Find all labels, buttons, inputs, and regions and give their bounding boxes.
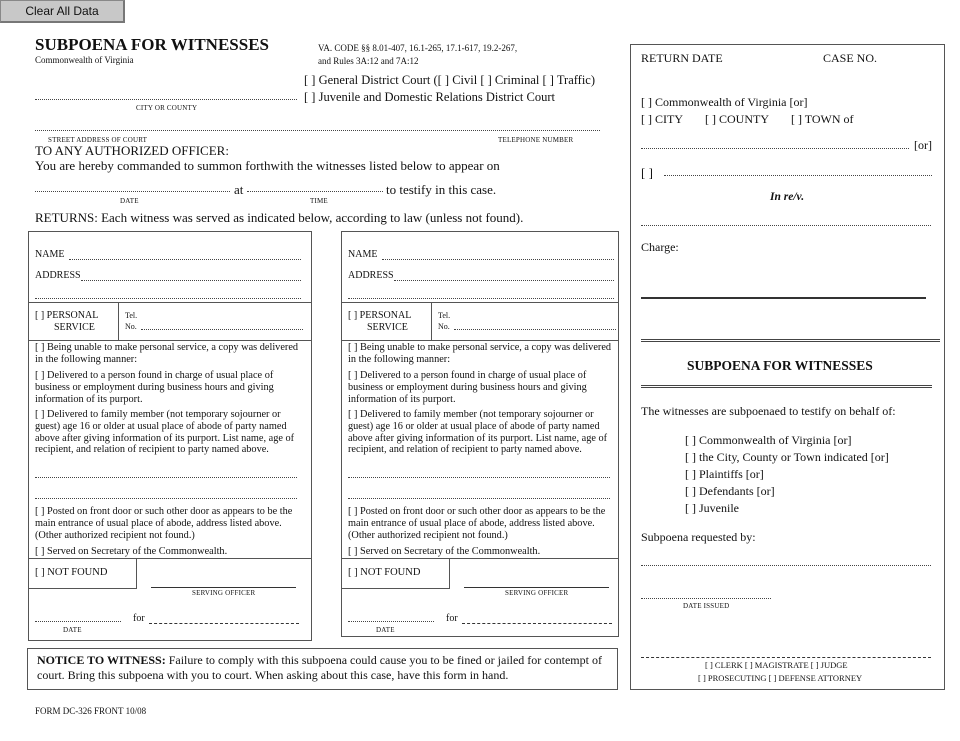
- county-checkbox[interactable]: [ ] COUNTY: [705, 112, 769, 126]
- personal-service-checkbox[interactable]: [ ] PERSONAL: [348, 310, 412, 321]
- form-title: SUBPOENA FOR WITNESSES: [35, 35, 269, 54]
- unable-checkbox[interactable]: [ ] Being unable to make personal service, a copy was delivered in the following manner:: [348, 342, 612, 365]
- city-checkbox[interactable]: [ ] CITY: [641, 112, 683, 126]
- date-issued-label: DATE ISSUED: [683, 602, 730, 610]
- serving-officer-field[interactable]: [151, 587, 296, 588]
- address-label: ADDRESS: [35, 270, 81, 281]
- role-checkboxes-2[interactable]: [ ] PROSECUTING [ ] DEFENSE ATTORNEY: [698, 673, 863, 683]
- not-found-checkbox[interactable]: [ ] NOT FOUND: [348, 567, 421, 578]
- role-checkboxes-1[interactable]: [ ] CLERK [ ] MAGISTRATE [ ] JUDGE: [705, 660, 848, 670]
- business-checkbox[interactable]: [ ] Delivered to a person found in charge of usual place of business or employment during business hours and giving information of its purport.: [348, 370, 587, 405]
- recipient-field[interactable]: [348, 477, 610, 478]
- date-label: DATE: [63, 626, 82, 634]
- date-label: DATE: [376, 626, 395, 634]
- name-label: NAME: [348, 249, 378, 260]
- return-date-label: RETURN DATE: [641, 51, 723, 65]
- behalf-plaintiffs-checkbox[interactable]: [ ] Plaintiffs [or]: [685, 467, 764, 481]
- no-label: No.: [125, 322, 137, 331]
- tel-field[interactable]: [141, 329, 303, 330]
- for-field[interactable]: [462, 623, 612, 624]
- recipient-field-2[interactable]: [348, 498, 610, 499]
- behalf-defendants-checkbox[interactable]: [ ] Defendants [or]: [685, 484, 775, 498]
- notice-box: [27, 648, 618, 690]
- juvenile-court-checkbox[interactable]: [ ] Juvenile and Domestic Relations District Court: [304, 90, 555, 104]
- va-code: VA. CODE §§ 8.01-407, 16.1-265, 17.1-617, 19.2-267,: [318, 43, 518, 53]
- notice-text: [37, 653, 612, 683]
- unable-checkbox[interactable]: [ ] Being unable to make personal service, a copy was delivered in the following manner:: [35, 342, 299, 365]
- case-no-label: CASE NO.: [823, 51, 878, 65]
- signature-field[interactable]: [641, 657, 931, 658]
- requested-by-field[interactable]: [641, 565, 931, 566]
- family-checkbox[interactable]: [ ] Delivered to family member (not temporary sojourner or guest) age 16 or older at usual place of abode of party named above after giving information of its purport. List name, age of recipient, and relation of recipient to party named above.: [348, 409, 608, 456]
- date-issued-field[interactable]: [641, 598, 771, 599]
- address-field[interactable]: [394, 280, 614, 281]
- serving-officer-label: SERVING OFFICER: [192, 589, 256, 597]
- form-id: FORM DC-326 FRONT 10/08: [35, 706, 147, 716]
- city-county-label: CITY OR COUNTY: [136, 104, 198, 112]
- tel-field[interactable]: [454, 329, 616, 330]
- address-label: ADDRESS: [348, 270, 394, 281]
- personal-service-checkbox[interactable]: [ ] PERSONAL: [35, 310, 99, 321]
- town-checkbox[interactable]: [ ] TOWN of: [791, 112, 854, 126]
- posted-checkbox[interactable]: [ ] Posted on front door or such other door as appears to be the main entrance of usual place of abode, address listed above. (Other authorized recipient not found.): [348, 506, 606, 541]
- serving-officer-label: SERVING OFFICER: [505, 589, 569, 597]
- date-field[interactable]: [348, 621, 434, 622]
- behalf-commonwealth-checkbox[interactable]: [ ] Commonwealth of Virginia [or]: [685, 433, 852, 447]
- witness-return-box: [28, 231, 312, 641]
- no-label: No.: [438, 322, 450, 331]
- telephone-label: TELEPHONE NUMBER: [498, 136, 574, 144]
- serving-officer-field[interactable]: [464, 587, 609, 588]
- for-field[interactable]: [149, 623, 299, 624]
- va-rules: and Rules 3A:12 and 7A:12: [318, 56, 419, 66]
- for-label: for: [133, 613, 145, 624]
- at-label: at: [234, 182, 244, 197]
- recipient-field-2[interactable]: [35, 498, 297, 499]
- appear-date-field[interactable]: [35, 191, 230, 192]
- date-field[interactable]: [35, 621, 121, 622]
- witness-return-box: [341, 231, 619, 637]
- appear-time-field[interactable]: [247, 191, 383, 192]
- notice-body: Failure to comply with this subpoena could cause you to be fined or jailed for contempt of court. Bring this subpoena with you to court. When asking about this case, have this form in hand.: [37, 653, 602, 682]
- behalf-text: The witnesses are subpoenaed to testify on behalf of:: [641, 404, 896, 418]
- clear-all-data-button[interactable]: Clear All Data: [0, 0, 125, 23]
- charge-field[interactable]: [641, 297, 926, 299]
- notice-label: NOTICE TO WITNESS:: [37, 653, 166, 667]
- requested-by-label: Subpoena requested by:: [641, 530, 756, 544]
- street-address-field[interactable]: [35, 130, 600, 131]
- behalf-juvenile-checkbox[interactable]: [ ] Juvenile: [685, 501, 739, 515]
- commonwealth-checkbox[interactable]: [ ] Commonwealth of Virginia [or]: [641, 95, 808, 109]
- not-found-checkbox[interactable]: [ ] NOT FOUND: [35, 567, 108, 578]
- or-label: [or]: [914, 138, 932, 152]
- date-label: DATE: [120, 197, 139, 205]
- name-field[interactable]: [69, 259, 301, 260]
- other-field[interactable]: [664, 175, 932, 176]
- street-address-label: STREET ADDRESS OF COURT: [48, 136, 148, 144]
- general-district-court-checkbox[interactable]: [ ] General District Court ([ ] Civil [ ] Criminal [ ] Traffic): [304, 73, 596, 87]
- recipient-field[interactable]: [35, 477, 297, 478]
- for-label: for: [446, 613, 458, 624]
- command-text: You are hereby commanded to summon forthwith the witnesses listed below to appear on: [35, 158, 500, 173]
- tel-label: Tel.: [438, 311, 451, 320]
- testify-text: to testify in this case.: [386, 182, 497, 197]
- side-title: SUBPOENA FOR WITNESSES: [687, 358, 873, 373]
- address-field-2[interactable]: [35, 298, 301, 299]
- secretary-checkbox[interactable]: [ ] Served on Secretary of the Commonwealth.: [35, 546, 228, 557]
- form-subtitle: Commonwealth of Virginia: [35, 55, 134, 65]
- family-checkbox[interactable]: [ ] Delivered to family member (not temporary sojourner or guest) age 16 or older at usual place of abode of party named above after giving information of its purport. List name, age of recipient, and relation of recipient to party named above.: [35, 409, 295, 456]
- business-checkbox[interactable]: [ ] Delivered to a person found in charge of usual place of business or employment during business hours and giving information of its purport.: [35, 370, 274, 405]
- in-re-label: In re/v.: [770, 191, 805, 203]
- side-panel: [630, 44, 945, 690]
- tel-label: Tel.: [125, 311, 138, 320]
- officer-heading: TO ANY AUTHORIZED OFFICER:: [35, 143, 229, 158]
- city-county-field[interactable]: [35, 99, 297, 100]
- time-label: TIME: [310, 197, 328, 205]
- name-field[interactable]: [382, 259, 614, 260]
- address-field[interactable]: [81, 280, 301, 281]
- posted-checkbox[interactable]: [ ] Posted on front door or such other door as appears to be the main entrance of usual place of abode, address listed above. (Other authorized recipient not found.): [35, 506, 293, 541]
- service-label: SERVICE: [54, 322, 95, 333]
- returns-text: RETURNS: Each witness was served as indicated below, according to law (unless not found).: [35, 210, 524, 225]
- locality-field[interactable]: [641, 148, 909, 149]
- charge-label: Charge:: [641, 240, 679, 254]
- behalf-locality-checkbox[interactable]: [ ] the City, County or Town indicated [or]: [685, 450, 889, 464]
- secretary-checkbox[interactable]: [ ] Served on Secretary of the Commonwealth.: [348, 546, 541, 557]
- name-label: NAME: [35, 249, 65, 260]
- other-checkbox[interactable]: [ ]: [641, 165, 653, 180]
- in-re-field[interactable]: [641, 225, 931, 226]
- service-label: SERVICE: [367, 322, 408, 333]
- address-field-2[interactable]: [348, 298, 614, 299]
